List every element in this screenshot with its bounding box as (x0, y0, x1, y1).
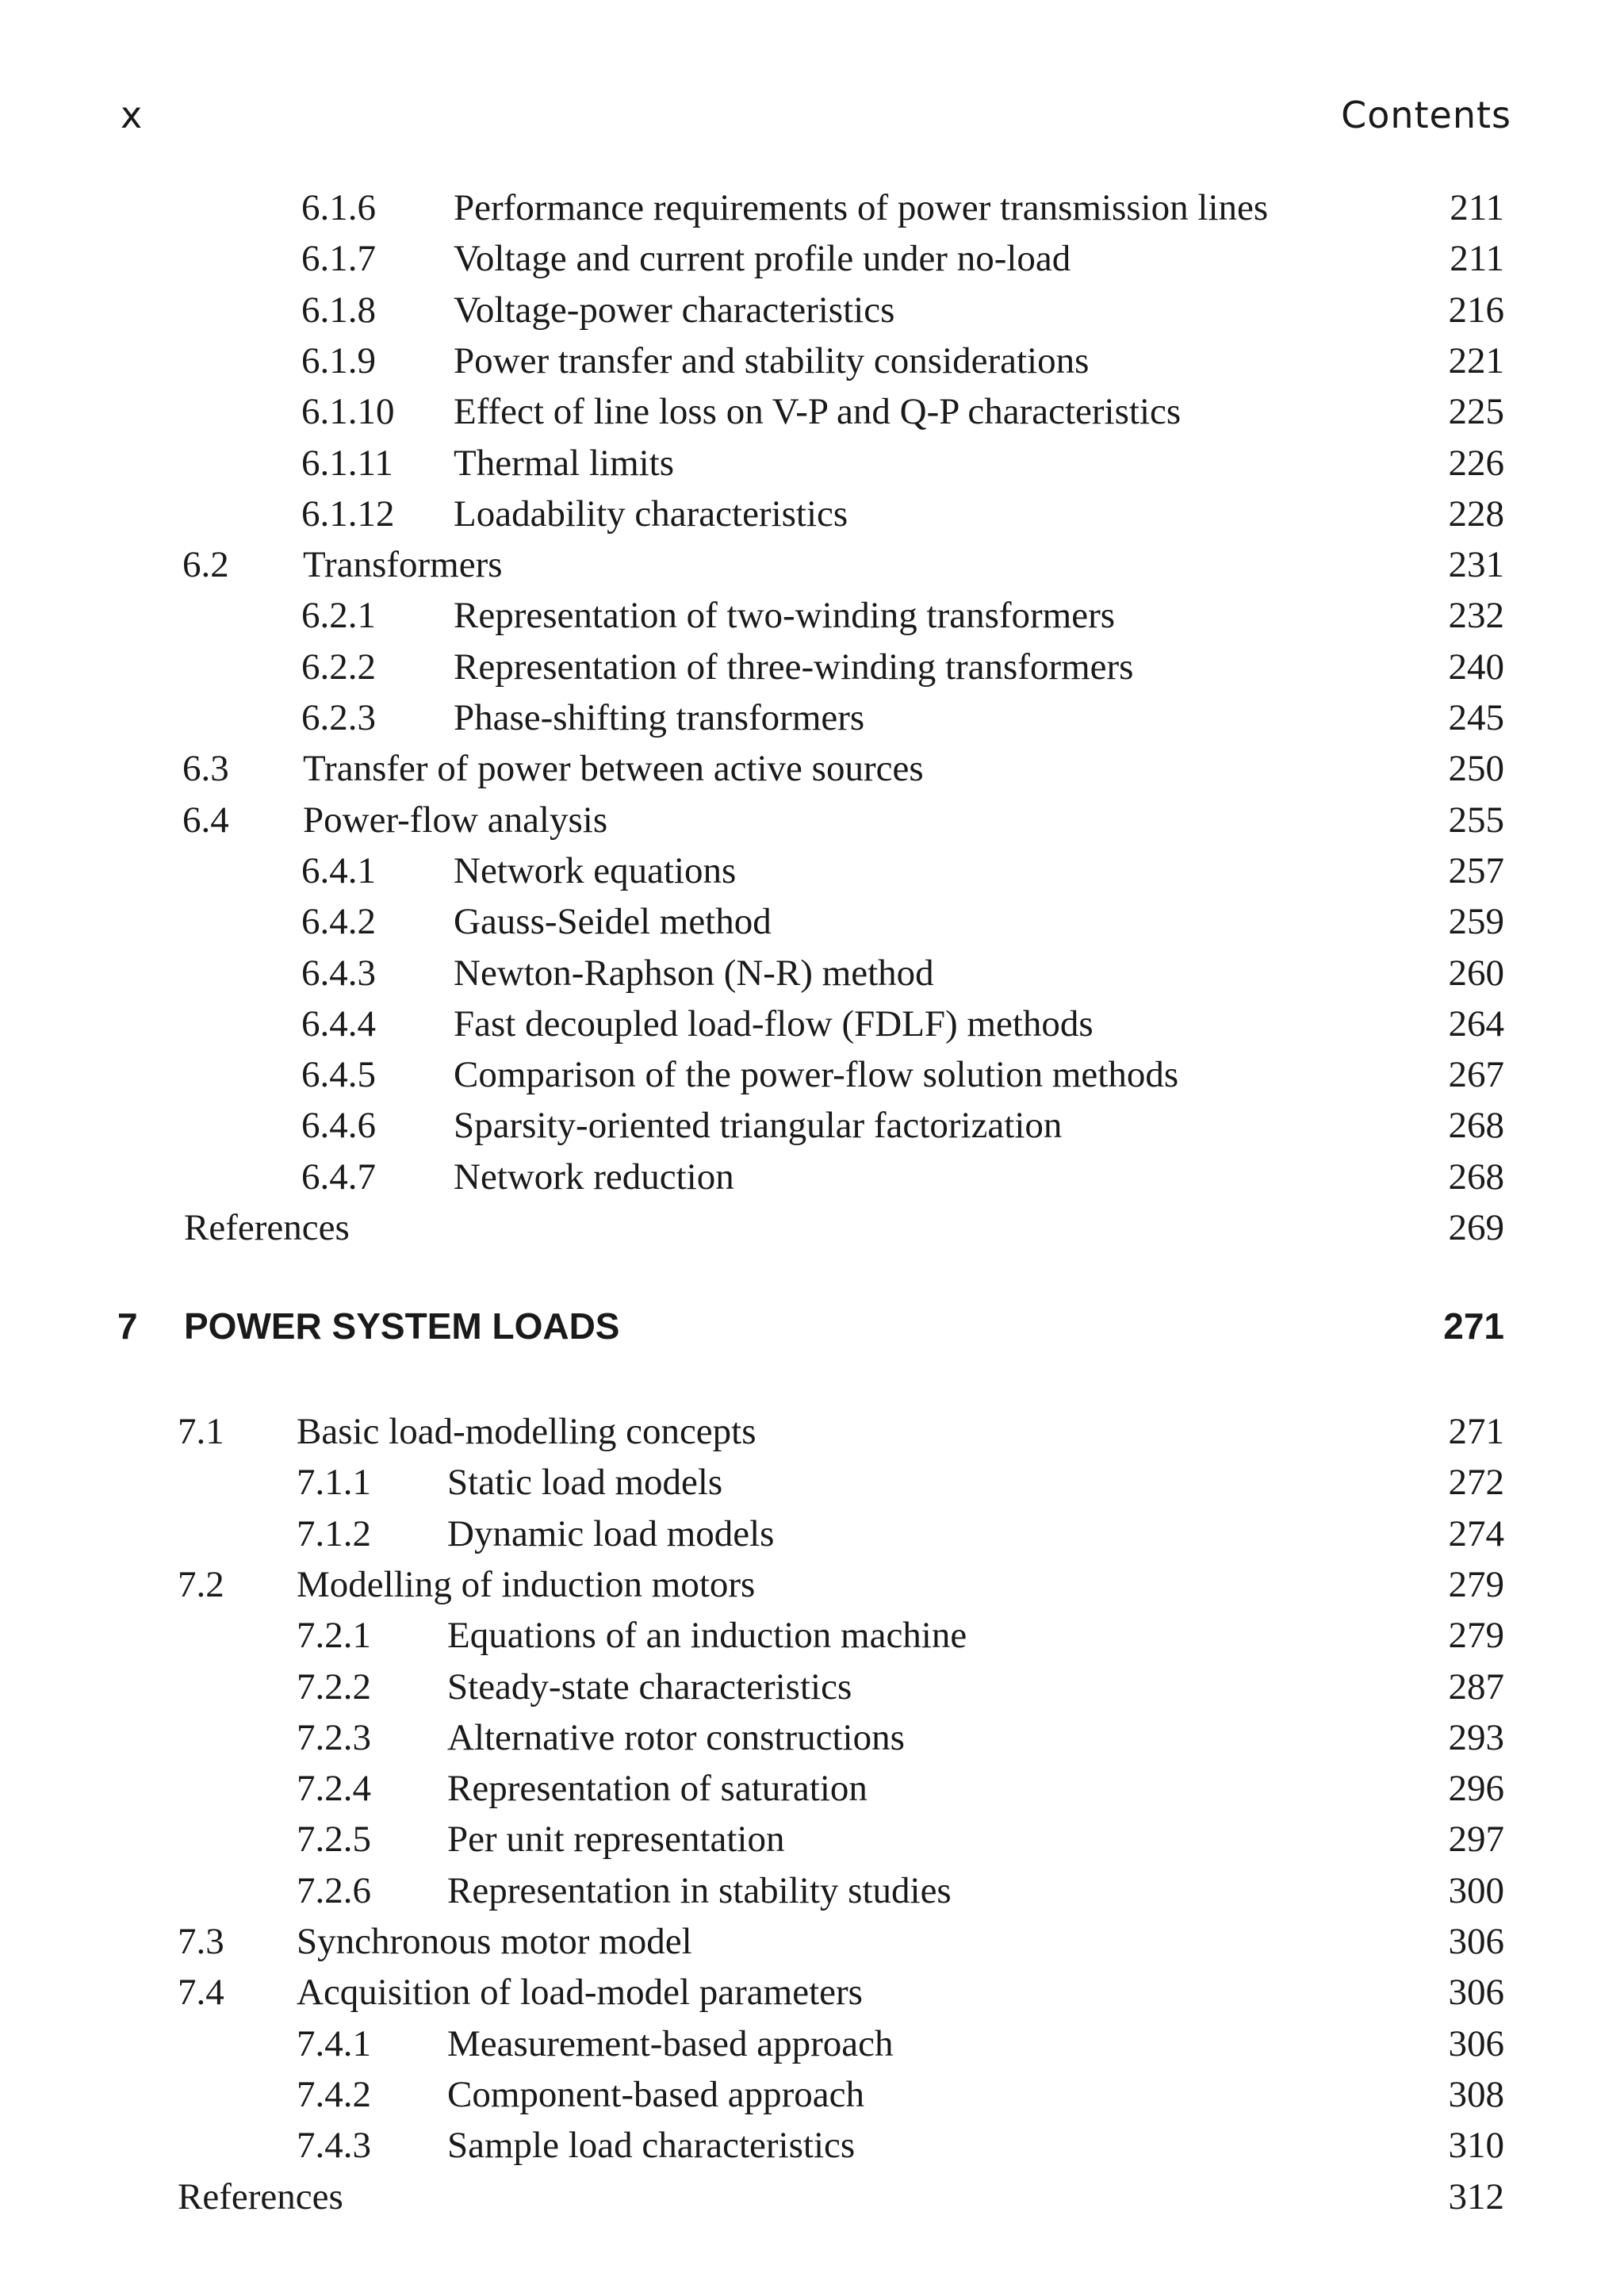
entry-page: 216 (1448, 289, 1504, 331)
entry-number: 6.4 (182, 799, 229, 841)
toc-entry (0, 2020, 1504, 2068)
entry-title: Static load models (447, 1462, 723, 1504)
entry-number: 7.2 (178, 1563, 224, 1605)
entry-page: 231 (1448, 544, 1504, 586)
entry-number: 7.2.3 (297, 1716, 371, 1758)
entry-page: 279 (1448, 1615, 1504, 1657)
chapter-number: 7 (117, 1305, 138, 1347)
entry-number: 7.2.4 (297, 1768, 371, 1810)
entry-page: 268 (1448, 1156, 1504, 1198)
entry-title: Steady-state characteristics (447, 1665, 852, 1708)
entry-title: Acquisition of load-model parameters (297, 1972, 863, 2014)
entry-title: Representation of three-winding transformers (454, 646, 1134, 688)
entry-page: 267 (1448, 1054, 1504, 1096)
entry-number: 6.4.7 (301, 1156, 376, 1198)
entry-title: Transformers (303, 544, 503, 586)
entry-number: 7.2.6 (297, 1869, 371, 1911)
entry-page: 296 (1448, 1768, 1504, 1810)
toc-entry (0, 847, 1504, 895)
entry-title: Power transfer and stability considerations (454, 339, 1090, 381)
entry-number: 6.2 (182, 544, 229, 586)
toc-entry (0, 1815, 1504, 1863)
entry-title: Gauss-Seidel method (454, 901, 772, 943)
toc-entry (0, 1510, 1504, 1558)
entry-number: 6.4.4 (301, 1002, 376, 1045)
entry-title: Representation in stability studies (447, 1869, 952, 1911)
toc-entry (0, 1000, 1504, 1048)
entry-title: Representation of saturation (447, 1768, 868, 1810)
entry-page: 287 (1448, 1665, 1504, 1708)
entry-title: Synchronous motor model (297, 1921, 692, 1962)
entry-page: 308 (1448, 2073, 1504, 2115)
entry-number: 6.1.10 (301, 391, 395, 433)
toc-entry (0, 1765, 1504, 1812)
toc-entry (0, 898, 1504, 945)
entry-title: Network reduction (454, 1156, 734, 1198)
entry-title: Equations of an induction machine (447, 1615, 967, 1657)
entry-title: Performance requirements of power transmission lines (454, 187, 1269, 228)
entry-title: Transfer of power between active sources (303, 748, 924, 790)
entry-title: Sparsity-oriented triangular factorization (454, 1105, 1063, 1147)
entry-page: 255 (1448, 799, 1504, 841)
entry-number: 6.1.7 (301, 238, 376, 280)
entry-page: 211 (1450, 238, 1504, 280)
running-title: Contents (1341, 94, 1511, 136)
entry-number: 6.2.2 (301, 646, 376, 688)
entry-number: 7.4.1 (297, 2022, 371, 2064)
entry-page: 279 (1448, 1563, 1504, 1605)
entry-title: Alternative rotor constructions (447, 1716, 905, 1758)
entry-number: 7.3 (178, 1921, 224, 1962)
toc-entry (0, 694, 1504, 742)
entry-number: 6.1.11 (301, 442, 393, 484)
entry-number: 6.4.5 (301, 1054, 376, 1096)
entry-number: 7.1.2 (297, 1512, 371, 1554)
entry-title: Voltage-power characteristics (454, 289, 895, 331)
toc-entry (0, 2173, 1504, 2221)
toc-entry (0, 490, 1504, 538)
entry-title: Sample load characteristics (447, 2125, 856, 2167)
entry-page: 293 (1448, 1716, 1504, 1758)
entry-page: 260 (1448, 952, 1504, 994)
entry-title: Comparison of the power-flow solution methods (454, 1054, 1179, 1096)
toc-entry (0, 1561, 1504, 1608)
toc-entry (0, 643, 1504, 691)
entry-number: 6.1.6 (301, 187, 376, 228)
entry-title: Representation of two-winding transformers (454, 595, 1116, 637)
entry-title: Component-based approach (447, 2073, 864, 2115)
entry-title: Thermal limits (454, 442, 675, 484)
entry-page: 240 (1448, 646, 1504, 688)
toc-entry (0, 337, 1504, 385)
toc-entry (0, 1968, 1504, 2016)
toc-entry (0, 1051, 1504, 1098)
entry-page: 312 (1448, 2175, 1504, 2217)
entry-number: 7.4 (178, 1972, 224, 2014)
entry-title: Power-flow analysis (303, 799, 608, 841)
entry-title: Network equations (454, 849, 737, 891)
toc-entry (0, 541, 1504, 588)
entry-page: 226 (1448, 442, 1504, 484)
toc-entry (0, 235, 1504, 282)
entry-number: 6.4.6 (301, 1105, 376, 1147)
entry-number: 6.2.3 (301, 697, 376, 738)
entry-number: 7.1 (178, 1411, 224, 1452)
entry-number: 7.4.3 (297, 2125, 371, 2167)
entry-page: 259 (1448, 901, 1504, 943)
entry-title: Voltage and current profile under no-load (454, 238, 1071, 280)
toc-entry (0, 592, 1504, 639)
entry-page: 232 (1448, 595, 1504, 637)
entry-page: 271 (1448, 1411, 1504, 1452)
entry-number: 6.4.1 (301, 849, 376, 891)
chapter-page: 271 (1443, 1305, 1504, 1347)
entry-title: Dynamic load models (447, 1512, 775, 1554)
toc-entry (0, 1663, 1504, 1711)
entry-title: Phase-shifting transformers (454, 697, 865, 738)
entry-page: 310 (1448, 2125, 1504, 2167)
page-number: x (121, 94, 144, 136)
entry-page: 306 (1448, 2022, 1504, 2064)
entry-page: 274 (1448, 1512, 1504, 1554)
toc-entry (0, 1867, 1504, 1915)
entry-page: 300 (1448, 1869, 1504, 1911)
toc-entry (0, 2122, 1504, 2169)
entry-number: 6.1.12 (301, 493, 395, 535)
toc-entry (0, 2071, 1504, 2118)
entry-title: Basic load-modelling concepts (297, 1411, 756, 1452)
entry-page: 268 (1448, 1105, 1504, 1147)
entry-number: 7.4.2 (297, 2073, 371, 2115)
entry-page: 257 (1448, 849, 1504, 891)
entry-page: 306 (1448, 1972, 1504, 2014)
entry-title: Fast decoupled load-flow (FDLF) methods (454, 1002, 1094, 1045)
entry-number: 6.4.2 (301, 901, 376, 943)
toc-entry (0, 184, 1504, 232)
toc-entry (0, 1204, 1504, 1251)
entry-page: 225 (1448, 391, 1504, 433)
entry-title: Per unit representation (447, 1819, 785, 1861)
toc-entry (0, 286, 1504, 334)
entry-title: References (178, 2175, 343, 2217)
entry-page: 228 (1448, 493, 1504, 535)
entry-number: 6.1.9 (301, 339, 376, 381)
toc-entry (0, 1153, 1504, 1201)
toc-entry (0, 1714, 1504, 1761)
entry-number: 7.2.2 (297, 1665, 371, 1708)
entry-page: 272 (1448, 1462, 1504, 1504)
chapter-title: POWER SYSTEM LOADS (184, 1305, 620, 1347)
entry-number: 6.4.3 (301, 952, 376, 994)
entry-page: 269 (1448, 1207, 1504, 1248)
entry-number: 7.1.1 (297, 1462, 371, 1504)
entry-page: 250 (1448, 748, 1504, 790)
entry-number: 6.2.1 (301, 595, 376, 637)
toc-entry (0, 439, 1504, 487)
entry-number: 6.1.8 (301, 289, 376, 331)
entry-number: 6.3 (182, 748, 229, 790)
entry-page: 264 (1448, 1002, 1504, 1045)
entry-page: 211 (1450, 187, 1504, 228)
toc-entry (0, 1408, 1504, 1455)
entry-page: 245 (1448, 697, 1504, 738)
entry-page: 221 (1448, 339, 1504, 381)
entry-number: 7.2.1 (297, 1615, 371, 1657)
toc-entry (0, 1612, 1504, 1659)
toc-entry (0, 949, 1504, 997)
toc-entry (0, 388, 1504, 435)
entry-title: References (184, 1207, 350, 1248)
toc-entry (0, 745, 1504, 792)
entry-title: Loadability characteristics (454, 493, 848, 535)
toc-entry (0, 796, 1504, 844)
entry-title: Modelling of induction motors (297, 1563, 756, 1605)
entry-page: 297 (1448, 1819, 1504, 1861)
toc-entry (0, 1102, 1504, 1149)
entry-title: Measurement-based approach (447, 2022, 894, 2064)
entry-page: 306 (1448, 1921, 1504, 1962)
entry-title: Newton-Raphson (N-R) method (454, 952, 934, 994)
entry-title: Effect of line loss on V-P and Q-P characteristics (454, 391, 1182, 433)
entry-number: 7.2.5 (297, 1819, 371, 1861)
toc-entry (0, 1918, 1504, 1965)
toc-entry (0, 1458, 1504, 1506)
